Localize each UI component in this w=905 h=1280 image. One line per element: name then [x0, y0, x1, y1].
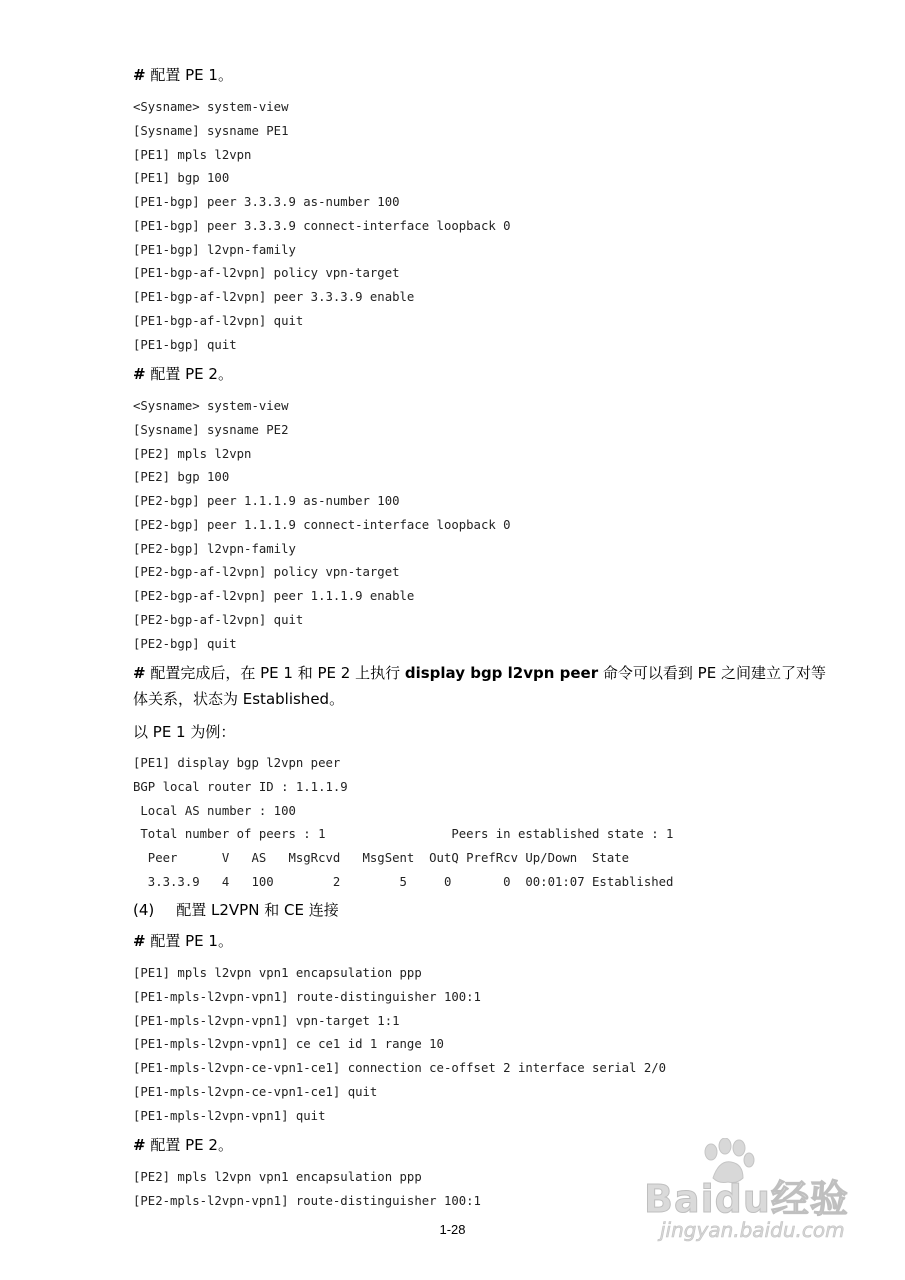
code-line: Total number of peers : 1 Peers in established state : 1 [133, 827, 674, 842]
code-line: <Sysname> system-view [133, 399, 289, 413]
code-line: [PE1] bgp 100 [133, 171, 230, 186]
code-line: BGP local router ID : 1.1.1.9 [133, 779, 348, 794]
watermark-url: jingyan.baidu.com [660, 1218, 845, 1242]
code-line: Peer V AS MsgRcvd MsgSent OutQ PrefRcv Up/Down State [133, 851, 630, 865]
code-line: [PE1-mpls-l2vpn-ce-vpn1-ce1] connection ce-offset 2 interface serial 2/0 [133, 1061, 667, 1075]
step-text: 配置 L2VPN 和 CE 连接 [176, 901, 339, 919]
code-line: [PE2-bgp] peer 1.1.1.9 connect-interface loopback 0 [133, 517, 511, 532]
hash-mark: # [133, 66, 146, 84]
code-line: [PE1-bgp] l2vpn-family [133, 242, 296, 257]
paragraph-after-config [133, 659, 826, 687]
hash-mark: # [133, 1136, 146, 1154]
code-line: 3.3.3.9 4 100 2 5 0 0 00:01:07 Established [133, 874, 674, 889]
code-line: [PE1-bgp-af-l2vpn] quit [133, 313, 304, 328]
code-line: [PE1-bgp-af-l2vpn] peer 3.3.3.9 enable [133, 290, 415, 304]
heading-text: 配置 PE 1。 [145, 66, 233, 84]
paragraph-text: 以 PE 1 为例： [133, 723, 236, 741]
code-line: [PE1] display bgp l2vpn peer [133, 756, 341, 770]
baidu-watermark [642, 1138, 882, 1268]
code-line: [PE1-bgp] peer 3.3.3.9 connect-interface loopback 0 [133, 218, 511, 233]
paragraph-after-config-line2 [133, 685, 344, 713]
paragraph-text: 配置完成后，在 PE 1 和 PE 2 上执行 [145, 664, 405, 682]
code-line: [PE1-bgp] peer 3.3.3.9 as-number 100 [133, 195, 400, 209]
heading-configure-pe2-vpn [133, 1131, 233, 1159]
watermark-brand: Baidu经验 [644, 1177, 849, 1221]
code-line: [PE2] mpls l2vpn [133, 446, 252, 461]
heading-text: 配置 PE 1。 [145, 932, 233, 950]
heading-configure-pe2 [133, 360, 233, 388]
hash-mark: # [133, 664, 146, 682]
code-line: [PE2] mpls l2vpn vpn1 encapsulation ppp [133, 1170, 422, 1184]
paragraph-text: 体关系，状态为 Established。 [133, 690, 345, 708]
code-line: [PE2-bgp-af-l2vpn] peer 1.1.1.9 enable [133, 589, 415, 603]
heading-configure-pe1-vpn [133, 927, 233, 955]
code-line: [PE1-mpls-l2vpn-vpn1] ce ce1 id 1 range 10 [133, 1037, 444, 1052]
code-line: [PE1-bgp-af-l2vpn] policy vpn-target [133, 266, 400, 281]
code-line: [Sysname] sysname PE1 [133, 123, 289, 138]
code-line: [PE1-mpls-l2vpn-vpn1] quit [133, 1108, 326, 1123]
code-block-pe1-bgp [133, 96, 511, 357]
code-line: [PE1-mpls-l2vpn-vpn1] route-distinguisher 100:1 [133, 989, 481, 1004]
code-line: [PE2] bgp 100 [133, 470, 230, 485]
step-heading-4 [133, 896, 339, 924]
code-line: [PE1] mpls l2vpn vpn1 encapsulation ppp [133, 966, 422, 980]
code-block-pe2-bgp [133, 395, 511, 656]
step-number: (4) [133, 901, 155, 919]
hash-mark: # [133, 365, 146, 383]
code-line: [PE2-bgp] peer 1.1.1.9 as-number 100 [133, 494, 400, 508]
code-line: [PE1] mpls l2vpn [133, 147, 252, 162]
code-line: [PE1-mpls-l2vpn-ce-vpn1-ce1] quit [133, 1084, 378, 1099]
code-line: [PE2-bgp-af-l2vpn] quit [133, 612, 304, 627]
code-line: [PE2-mpls-l2vpn-vpn1] route-distinguisher 100:1 [133, 1193, 481, 1208]
code-line: [PE2-bgp] l2vpn-family [133, 541, 296, 556]
code-line: <Sysname> system-view [133, 100, 289, 114]
code-line: [PE1-mpls-l2vpn-vpn1] vpn-target 1:1 [133, 1013, 400, 1028]
paragraph-text: 命令可以看到 PE 之间建立了对等 [598, 664, 826, 682]
inline-command: display bgp l2vpn peer [404, 664, 599, 682]
heading-configure-pe1 [133, 61, 233, 89]
heading-text: 配置 PE 2。 [145, 365, 233, 383]
code-line: [PE2-bgp-af-l2vpn] policy vpn-target [133, 565, 400, 580]
paragraph-example [133, 718, 235, 746]
code-block-display-output [133, 752, 673, 895]
code-block-pe1-vpn [133, 962, 666, 1128]
code-line: Local AS number : 100 [133, 803, 296, 818]
code-line: [PE1-bgp] quit [133, 337, 237, 352]
page-number: 1-28 [439, 1222, 466, 1237]
code-block-pe2-vpn [133, 1166, 481, 1214]
heading-text: 配置 PE 2。 [145, 1136, 233, 1154]
hash-mark: # [133, 932, 146, 950]
code-line: [PE2-bgp] quit [133, 636, 237, 651]
code-line: [Sysname] sysname PE2 [133, 422, 289, 437]
